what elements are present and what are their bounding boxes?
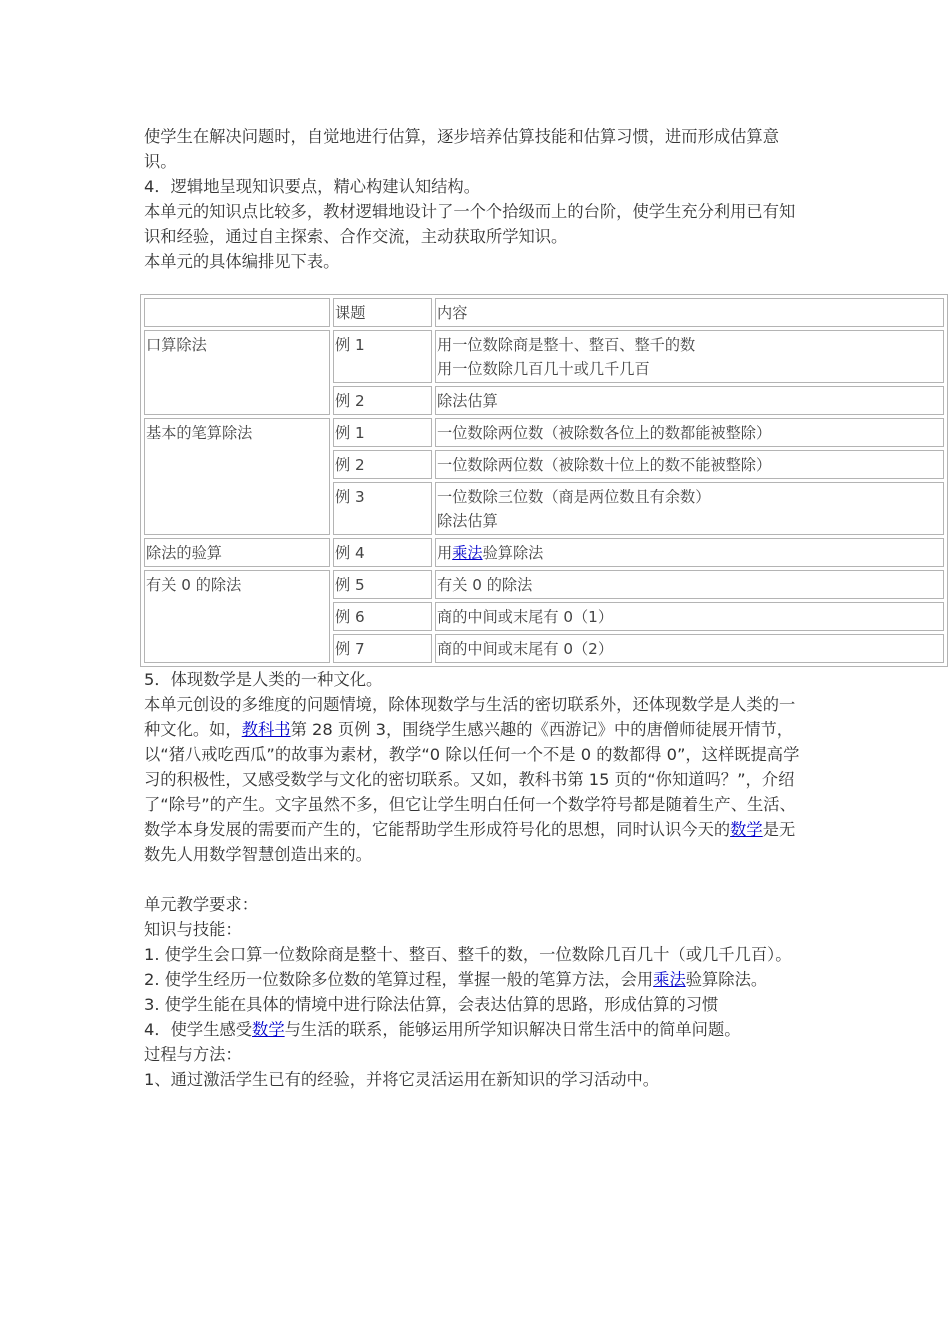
topic-cell: 基本的笔算除法 (144, 418, 330, 535)
content-text: 验算除法 (482, 544, 544, 562)
table-header-row (144, 298, 944, 327)
intro-paragraph-1: 使学生在解决问题时，自觉地进行估算，逐步培养估算技能和估算习惯，进而形成估算意识。 (144, 127, 779, 171)
multiplication-link[interactable]: 乘法 (653, 970, 686, 989)
paragraph-text: 与生活的联系，能够运用所学知识解决日常生活中的简单问题。 (284, 1020, 741, 1039)
table-header-cell (144, 298, 330, 327)
content-cell: 一位数除两位数（被除数各位上的数都能被整除） (435, 418, 944, 447)
example-cell: 例 2 (333, 386, 432, 415)
knowledge-item-1: 1. 使学生会口算一位数除商是整十、整百、整千的数，一位数除几百几十（或几千几百）。 (144, 945, 792, 964)
example-cell: 例 7 (333, 634, 432, 663)
table-row (144, 418, 944, 447)
content-cell: 商的中间或末尾有 0（1） (435, 602, 944, 631)
example-cell: 例 6 (333, 602, 432, 631)
topic-cell: 口算除法 (144, 330, 330, 415)
content-cell (435, 482, 944, 535)
topic-cell: 有关 0 的除法 (144, 570, 330, 663)
requirements-heading: 单元教学要求： (144, 895, 258, 914)
point-4-heading: 4．逻辑地呈现知识要点，精心构建认知结构。 (144, 177, 480, 196)
example-cell: 例 2 (333, 450, 432, 479)
example-cell: 例 3 (333, 482, 432, 535)
content-cell: 商的中间或末尾有 0（2） (435, 634, 944, 663)
example-cell: 例 4 (333, 538, 432, 567)
table-header-cell: 课题 (333, 298, 432, 327)
document-body (144, 124, 950, 1092)
knowledge-item-3: 3. 使学生能在具体的情境中进行除法估算，会表达估算的思路，形成估算的习惯 (144, 995, 719, 1014)
knowledge-item-2 (144, 967, 808, 992)
intro-paragraph-3: 本单元的具体编排见下表。 (144, 252, 340, 271)
spacer (144, 867, 950, 892)
textbook-link[interactable]: 教科书 (241, 720, 291, 739)
process-item-1: 1、通过激活学生已有的经验，并将它灵活运用在新知识的学习活动中。 (144, 1070, 660, 1089)
table-header-cell: 内容 (435, 298, 944, 327)
content-line: 用一位数除几百几十或几千几百 (437, 360, 650, 378)
content-cell: 有关 0 的除法 (435, 570, 944, 599)
table-row (144, 570, 944, 599)
math-link[interactable]: 数学 (252, 1020, 285, 1039)
content-cell (435, 330, 944, 383)
point-5-paragraph (144, 692, 808, 867)
paragraph-text: 验算除法。 (685, 970, 768, 989)
multiplication-link[interactable]: 乘法 (452, 544, 483, 562)
point-5-heading: 5．体现数学是人类的一种文化。 (144, 670, 383, 689)
content-line: 除法估算 (437, 512, 498, 530)
content-line: 一位数除三位数（商是两位数且有余数） (437, 488, 711, 506)
intro-paragraph-2: 本单元的知识点比较多，教材逻辑地设计了一个个拾级而上的台阶，使学生充分利用已有知识和经验，通过自主探索、合作交流，主动获取所学知识。 (144, 202, 796, 246)
paragraph-text: 第 28 页例 3，围绕学生感兴趣的《西游记》中的唐僧师徒展开情节，以“猪八戒吃西瓜”的故事为素材，教学“0 除以任何一个不是 0 的数都得 0”，这样既提高学习的积极性，又感受数学与文化的密切联系。又如，教科书第 15 页的“你知道吗？”，介绍了“除号”的产生。文字虽然不多，但它让学生明白任何一个数学符号都是随着生产、生活、数学本身发展的需要而产生的，它能帮助学生形成符号化的思想，同时认识今天的 (144, 720, 800, 839)
process-heading: 过程与方法： (144, 1045, 242, 1064)
topic-cell: 除法的验算 (144, 538, 330, 567)
paragraph-text: 4．使学生感受 (144, 1020, 253, 1039)
table-row (144, 330, 944, 383)
content-cell (435, 538, 944, 567)
content-cell: 除法估算 (435, 386, 944, 415)
content-text: 用 (437, 544, 453, 562)
paragraph-text: 2. 使学生经历一位数除多位数的笔算过程，掌握一般的笔算方法，会用 (144, 970, 654, 989)
table-row (144, 538, 944, 567)
example-cell: 例 1 (333, 330, 432, 383)
example-cell: 例 5 (333, 570, 432, 599)
unit-arrangement-table (140, 294, 948, 667)
paragraph-text: 本单元创设的多维度的问题情境，除体现数学与生活的密切联系外，还体现数学是人类的一种文化。如， (144, 695, 796, 739)
content-cell: 一位数除两位数（被除数十位上的数不能被整除） (435, 450, 944, 479)
knowledge-item-4 (144, 1017, 808, 1042)
example-cell: 例 1 (333, 418, 432, 447)
content-line: 用一位数除商是整十、整百、整千的数 (437, 336, 696, 354)
math-link[interactable]: 数学 (730, 820, 763, 839)
knowledge-heading: 知识与技能： (144, 920, 242, 939)
paragraph-text: 是无数先人用数学智慧创造出来的。 (144, 820, 796, 864)
